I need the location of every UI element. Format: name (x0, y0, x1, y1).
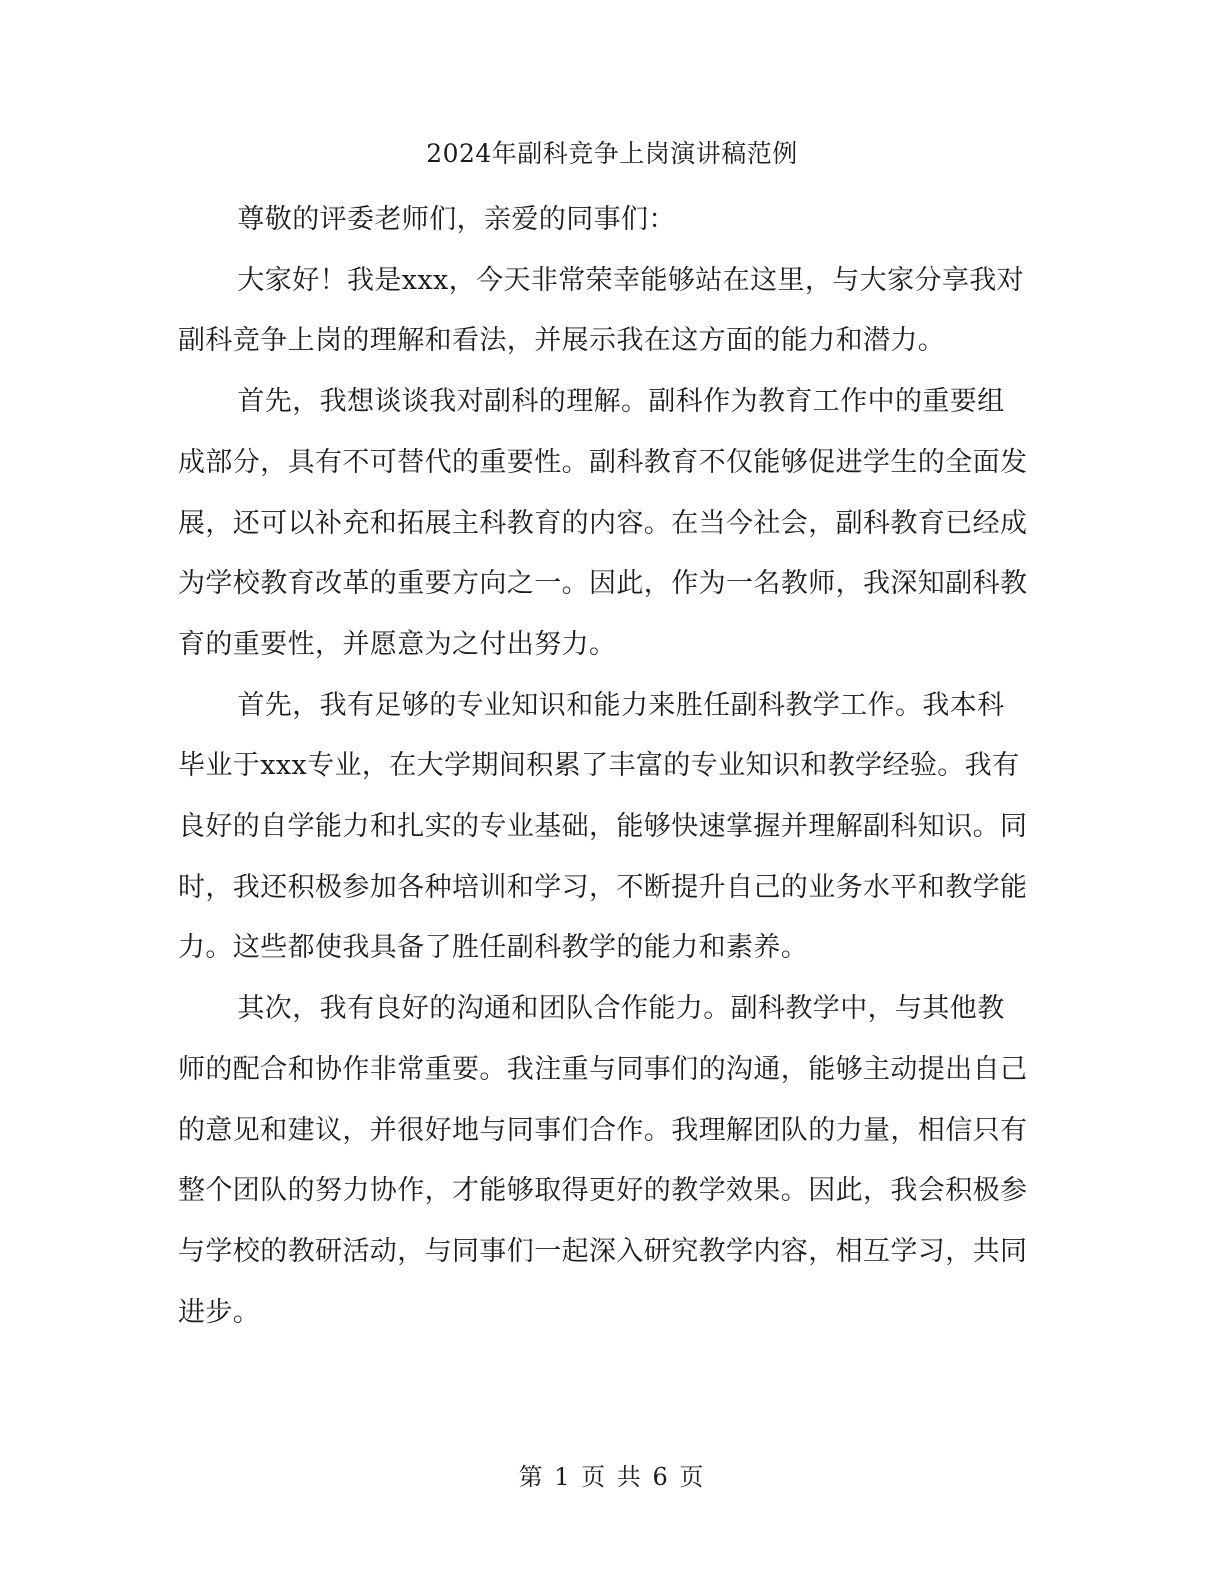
document-title: 2024年副科竞争上岗演讲稿范例 (426, 139, 798, 168)
paragraph-salutation: 尊敬的评委老师们，亲爱的同事们： (237, 204, 676, 235)
paragraph-professional-ability: 首先，我有足够的专业知识和能力来胜任副科教学工作。我本科毕业于xxx专业，在大学期间积累了丰富的专业知识和教学经验。我有良好的自学能力和扎实的专业基础，能够快速掌握并理解副科知识。同时，我还积极参加各种培训和学习，不断提升自己的业务水平和教学能力。这些都使我具备了胜任副科教学的能力和素养。 (178, 689, 1028, 964)
paragraph-understanding: 首先，我想谈谈我对副科的理解。副科作为教育工作中的重要组成部分，具有不可替代的重要性。副科教育不仅能够促进学生的全面发展，还可以补充和拓展主科教育的内容。在当今社会，副科教育已经成为学校教育改革的重要方向之一。因此，作为一名教师，我深知副科教育的重要性，并愿意为之付出努力。 (178, 386, 1028, 660)
paragraph-teamwork: 其次，我有良好的沟通和团队合作能力。副科教学中，与其他教师的配合和协作非常重要。我注重与同事们的沟通，能够主动提出自己的意见和建议，并很好地与同事们合作。我理解团队的力量，相信只有整个团队的努力协作，才能够取得更好的教学效果。因此，我会积极参与学校的教研活动，与同事们一起深入研究教学内容，相互学习，共同进步。 (178, 993, 1028, 1328)
paragraph-greeting: 大家好！我是xxx，今天非常荣幸能够站在这里，与大家分享我对副科竞争上岗的理解和看法，并展示我在这方面的能力和潜力。 (178, 264, 1025, 357)
page-number-footer: 第 1 页 共 6 页 (518, 1463, 706, 1491)
document-body (178, 190, 1028, 1343)
